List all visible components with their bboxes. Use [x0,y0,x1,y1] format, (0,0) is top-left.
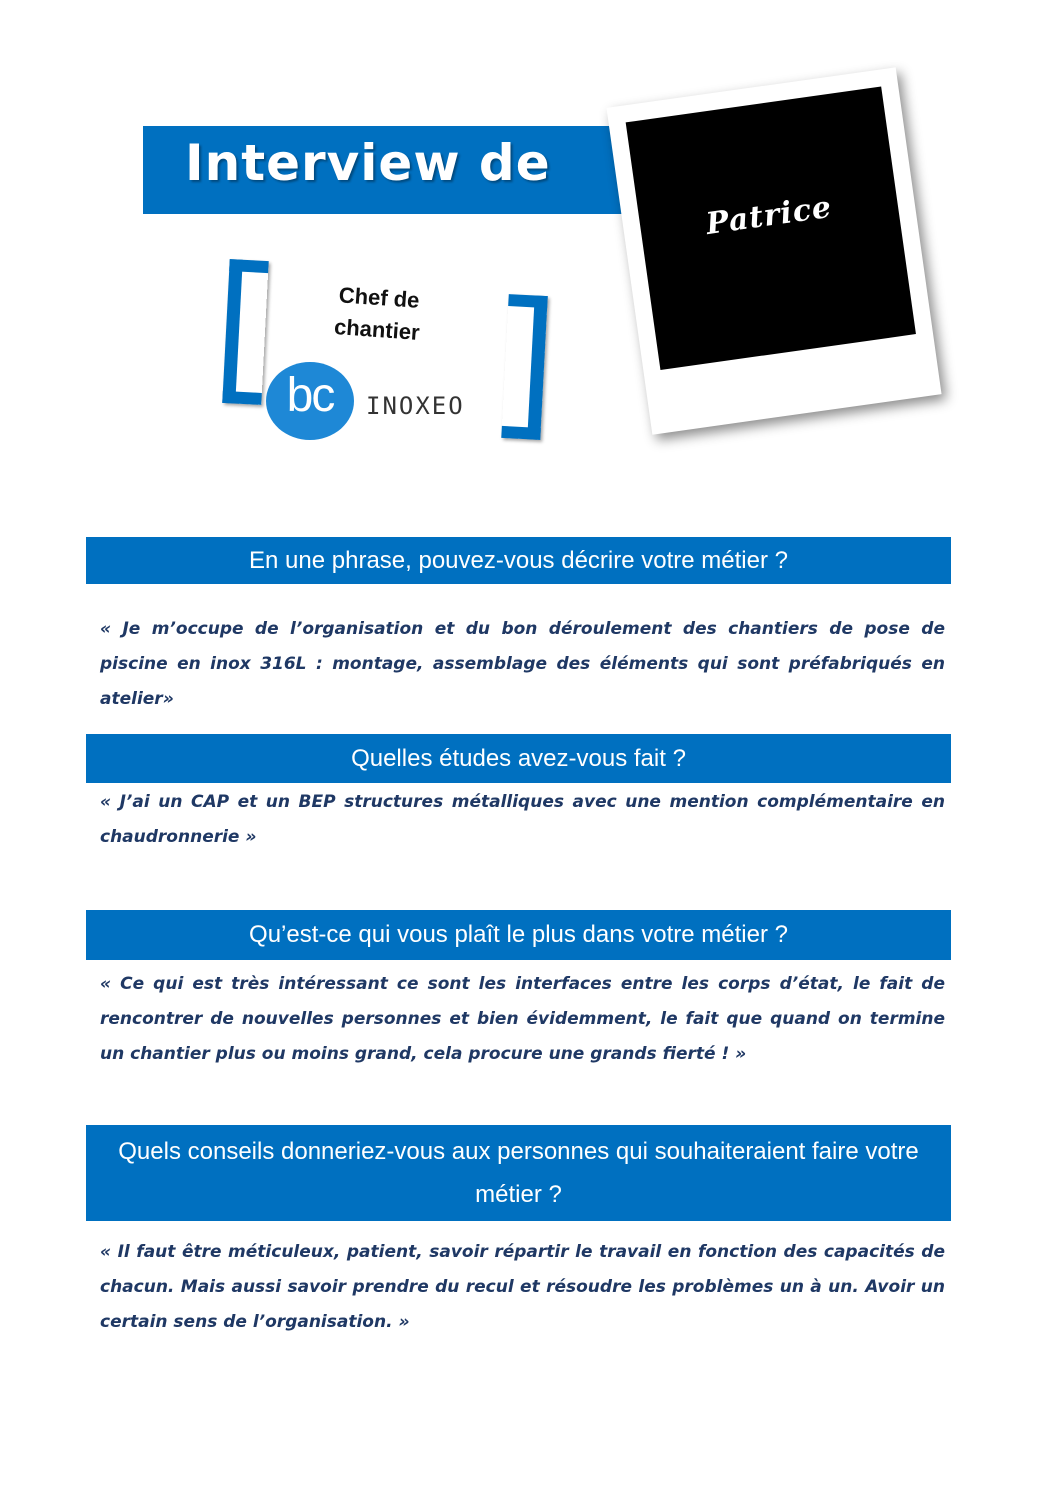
question-bar: En une phrase, pouvez-vous décrire votre métier ? [86,537,951,584]
page-title: Interview de [185,134,551,192]
interviewee-name: Patrice [703,189,835,242]
logo-mark: bc [286,369,334,422]
answer-text: « J’ai un CAP et un BEP structures métalliques avec une mention complémentaire en chaudronnerie » [100,792,945,847]
job-title-line-2: chantier [333,313,421,345]
right-bracket-decoration [501,294,547,440]
answer-text: « Il faut être méticuleux, patient, savoir répartir le travail en fonction des capacités de chacun. Mais aussi savoir prendre du recul et résoudre les problèmes un à un. Avoir un certain sens de l’organisation. » [100,1242,945,1332]
photo-placeholder [626,86,916,369]
question-bar: Quelles études avez-vous fait ? [86,734,951,783]
polaroid-photo-frame [606,67,941,434]
answer-text: « Ce qui est très intéressant ce sont les interfaces entre les corps d’état, le fait de rencontrer de nouvelles personnes et bien évidemment, le fait que quand on termine un chantier plus ou moins grand, cela procure une grands fierté ! » [100,974,945,1064]
left-bracket-decoration [222,259,268,405]
question-bar: Quels conseils donneriez-vous aux personnes qui souhaiteraient faire votre métier ? [86,1125,951,1221]
company-name: INOXEO [366,392,465,420]
job-title [316,278,440,350]
question-bar: Qu’est-ce qui vous plaît le plus dans votre métier ? [86,910,951,960]
answer-text: « Je m’occupe de l’organisation et du bon déroulement des chantiers de pose de piscine en inox 316L : montage, assemblage des éléments qui sont préfabriqués en atelier» [100,619,945,709]
company-logo-icon [266,362,354,440]
title-banner [143,126,623,214]
job-title-line-1: Chef de [338,282,421,313]
